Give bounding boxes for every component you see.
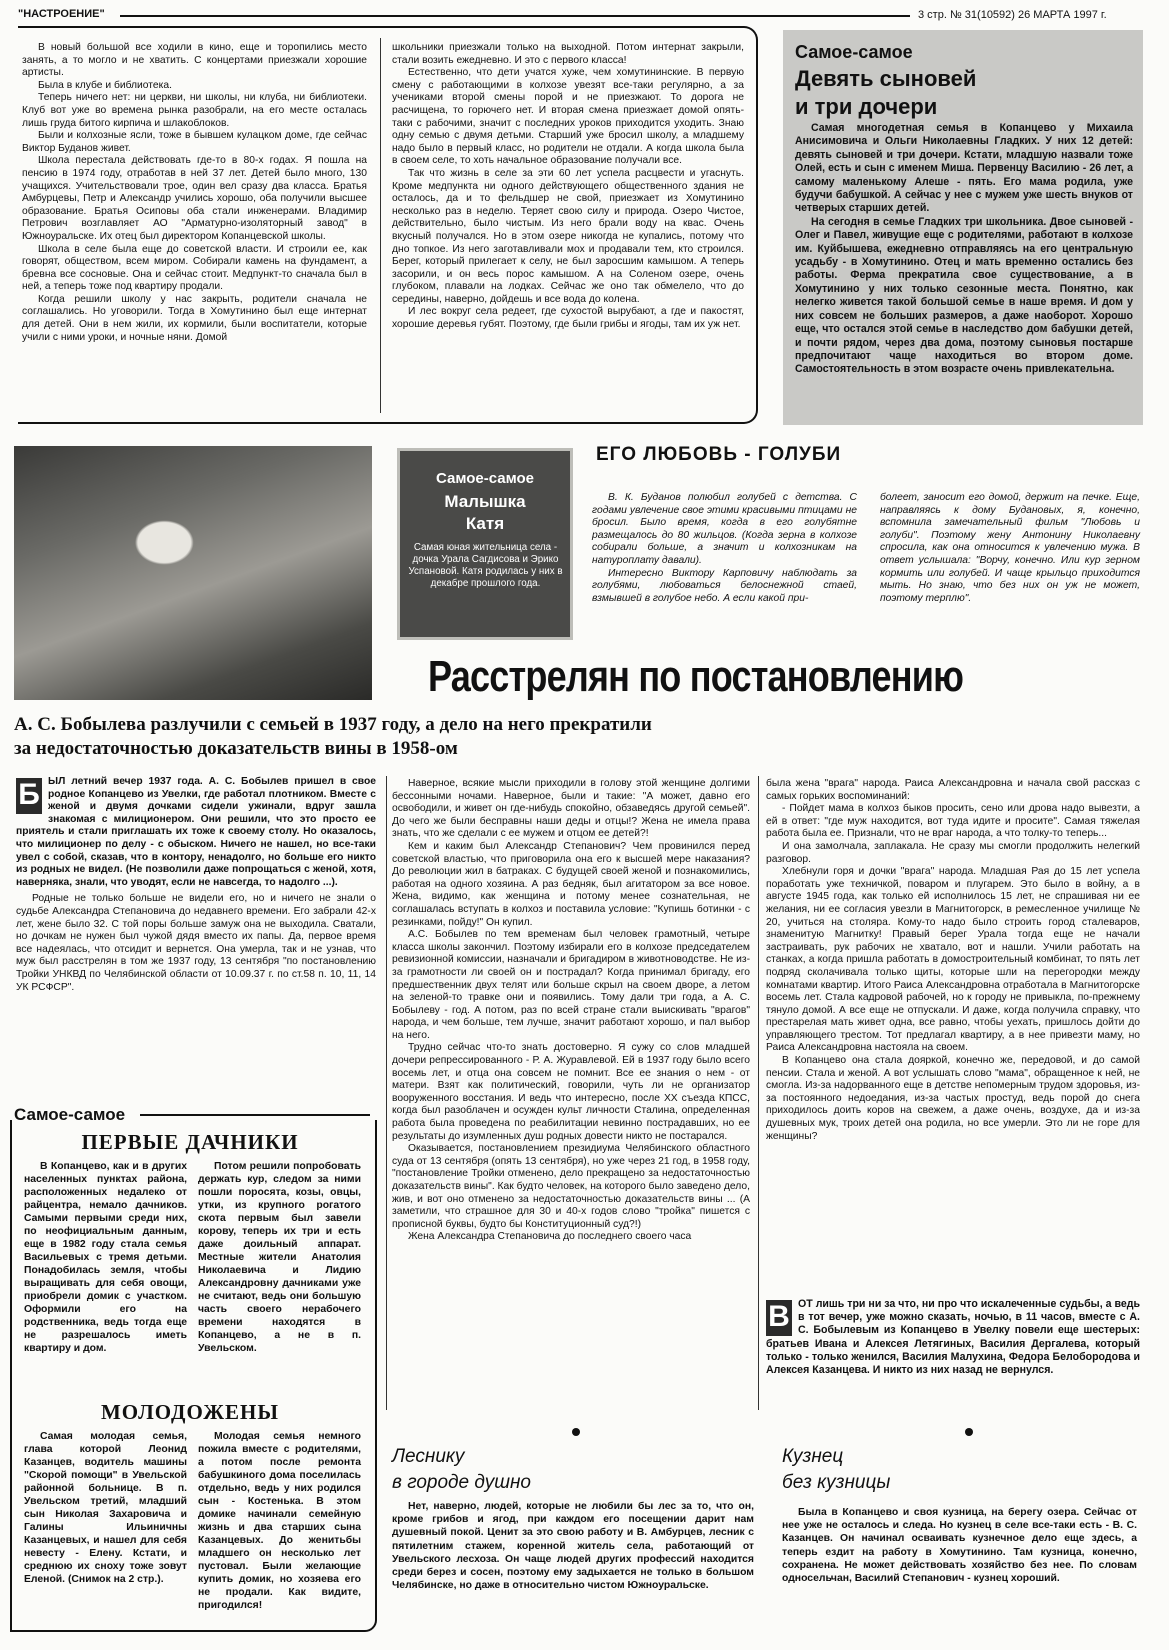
dropcap-b: Б bbox=[16, 778, 42, 814]
column-divider bbox=[758, 776, 759, 1410]
top-article-col2: школьники приезжали только на выходной. Потом интернат закрыли, стали возить ежедневно. И это с первого класса! Естественно, что дети учатся хуже, чем хомутининские. В первую смену с работающими в колхозе увезят все-таки регулярно, а за учениками второй смены порой и не приезжают. То дорога не расчищена, то горючего нет. И вторая смена приезжает домой опять-таки с рабочими, значит с последних уроков приходится уходить. Знаю одну семью с двумя детьми. Старший уже бросил школу, а младшему надо было в первый класс, но родители не отдали. А когда школа была в своем селе, то хоть начальное образование получали все. Так что жизнь в селе за эти 60 лет успела расцвести и угаснуть. Кроме медпункта ни одного действующего общественного здания не осталось, да и то фельдшер не свой, приезжает из Хомутинино несколько раз в неделю. Теряет свою силу и природа. Озеро Чистое, действительно, было чистым. Из него брали воду на квас. Очень вкусный получался. Но в этом озере никогда не купались, потому что дно топкое. Из него заготавливали мох и продавали тем, кто строился. Берег, который прилегает к селу, не был заросшим камышом. А теперь засорили, и он весь порос камышом. А на Соленом озере, очень глубоком, плавали на лодках. Сейчас же оно так обмелело, что до середины, наверно, дойдешь и все вода до колена. И лес вокруг села редеет, где сухостой вырубают, а где и пакостят, хорошие деревья губят. Поэтому, где были грибы и ягоды, там их уж нет. bbox=[392, 42, 744, 331]
separator-dot bbox=[572, 1428, 580, 1436]
section-name: "НАСТРОЕНИЕ" bbox=[18, 8, 105, 20]
sidebar-text: Самая многодетная семья в Копанцево у Михаила Анисимовича и Ольги Николаевны Гладких. У них 12 детей: девять сыновей и три дочери. Кстати, младшую назвали тоже Олей, есть и сын с именем Миша. Первенцу Василию - 26 лет, а самому маленькому Алеше - пять. Его мама родила, уже будучи бабушкой. А сейчас у нее с мужем уже шесть внуков от четверых старших детей. На сегодня в семье Гладких три школьника. Двое сыновей - Олег и Павел, живущие еще с родителями, работают в колхозе им. Куйбышева, ежедневно отправляясь на его центральную усадьбу - в Хомутинино. Отец и мать временно остались без работы. Ферма прекратила свое существование, а в Хомутинино у них только сезонные места. Понятно, как нелегко живется такой большой семье в наше время. И дом у них совсем не больших размеров, а даже наоборот. Хорошо еще, что остался этой семье в наследство дом бабушки детей, и почти рядом, через два дома, поэтому сыновья постарше предпочитают чаще находиться во втором доме. Самостоятельность в этом возрасте очень привлекательна. bbox=[795, 122, 1133, 376]
dachniki-title: ПЕРВЫЕ ДАЧНИКИ bbox=[81, 1130, 299, 1154]
main-col3: была жена "врага" народа. Раиса Александровна и начала свой рассказ с самых горьких воспоминаний: - Пойдет мама в колхоз быков просить, сено или дрова надо вывезти, а ей в ответ: "где муж находится, вот туда идите и просите". Самая тяжелая работа была ее. Признали, что не враг народа, а что толку-то теперь... И она замолчала, заплакала. Не сразу мы смогли продолжить нелегкий разговор. Хлебнули горя и дочки "врага" народа. Младшая Рая до 15 лет успела поработать уже техничкой, поваром и плугарем. Это было в войну, а в августе 1945 года, как только ей исполнилось 15 лет, не спрашивая ни ее желания, ни ее согласия увезли в Магнитогорск, в ремесленное училище № 20, учиться на столяра. Кому-то надо было строить город сталеваров, знаменитую Магнитку! Правый берег Урала тогда еще не начали застраивать, рук рабочих не хватало, вот и нашли. Учили работать на станках, а когда пришла работать в домостроительный комбинат, то пять лет подряд сколачивала только щиты, которые шли на перегородки между комнатами квартир. Итого Раиса Александровна отработала в Магнитогорске восемь лет. Стала кадровой рабочей, но к городу не привыкла, по-прежнему тянуло домой. А все еще не отпускали. И даже, когда получила справку, что престарелая мать живет одна, все равно, чтобы уехать, пришлось дойти до управляющего трестом. Тот предлагал квартиру, а в нее привезти маму, но Раиса Александровна настояла на своем. В Копанцево она стала дояркой, конечно же, передовой, и до самой пенсии. Стала и женой. А вот услышать слово "мама", обращенное к ней, не смогла. Из-за надорванного еще в детстве непомерным трудом здоровья, из-за постоянного недоедания, из-за частых простуд, ведь порой до снега приходилось доить коров на свежем, а даже очень, воздухе, да и из-за душевных мук, троих детей она родила, но все умерли. Это ли не горе для женщины? bbox=[766, 778, 1140, 1142]
main-col1: Б ЫЛ летний вечер 1937 года. А. С. Бобылев пришел в свое родное Копанцево из Увелки, где работал плотником. Вместе с женой и двумя дочками сидели ужинали, вдруг зашла знакомая с милиционером. Они решили, что это просто ее приятель и стали приглашать их тоже к своему столу. Но оказалось, что милиционер по делу - с обыском. Ничего не нашел, но все-таки увел с собой, сказав, что в контору, ненадолго, но больше его никто из родных не видел. (Не позволили даже попрощаться с женой, хотя, наверняка, знали, что уводят, если не навсегда, то надолго ...). Родные не только больше не видели его, но и ничего не знали о судьбе Александра Степановича до недавнего времени. Его забрали 42-х лет, жене было 32. С той поры больше замуж она не выходила. Сватали, но дочкам не нужен был чужой дядя вместо их папы. Да, первое время все надеялась, что отсидит и вернется. Она умерла, так и не узнав, что муж был расстрелян в том же 1937 году, 13 сентября "по постановлению Тройки УНКВД по Челябинской области от 10.09.37 г. по ст.58 п. 10, 11, 14 УК РСФСР". bbox=[16, 776, 376, 993]
lesnik-title2: в городе душно bbox=[392, 1472, 531, 1493]
separator-dot bbox=[965, 1428, 973, 1436]
molodozheny-title: МОЛОДОЖЕНЫ bbox=[100, 1400, 280, 1424]
katya-title2: Катя bbox=[465, 514, 505, 533]
dachniki-kicker: Самое-самое bbox=[14, 1105, 126, 1124]
dachniki-col2: Потом решили попробовать держать кур, следом за ними пошли поросята, козы, овцы, утки, из крупного рогатого скота первым был завели корову, теперь их три и есть даже доильный аппарат. Местные жители Анатолия Николаевича и Лидию Александровну дачниками уже не считают, ведь они большую часть своего нерабочего времени находятся в Копанцево, а не в п. Увельском. bbox=[198, 1161, 361, 1354]
main-col2: Наверное, всякие мысли приходили в голову этой женщине долгими бессонными ночами. Наверное, были и такие: "А может, давно его освободили, и живет он где-нибудь спокойно, обзаведясь другой семьей". До чего же были бесправны наши деды и отцы!? Жена не имела права знать, что же сделали с ее мужем и отцом ее детей?! Кем и каким был Александр Степанович? Чем провинился перед советской властью, что приговорила она его к высшей мере наказания? До революции жил в батраках. С будущей своей женой и познакомились, работая на одного хозяина. А раз бедняк, был агитатором за все новое. Жена, видимо, как женщина и потому менее сознательная, не соглашалась вступать в колхоз и поставила условие: "Купишь ботинки - с резинками, пойду!" Он купил. А.С. Бобылев по тем временам был человек грамотный, четыре класса школы закончил. Поэтому избирали его в колхозе председателем ревизионной комиссии, назначали и бригадиром в животноводстве. Не из-за грамотности ли своей он и пострадал? Когда принимал бригаду, его предшественник двух телят или больше скрыл на своем дворе, а летом на зеленой-то травке они и появились. Тому дали три года, а А. С. Бобылеву - год. А потом, раз по всей стране стали выискивать "врагов" народа, и чем больше, тем лучше, значит работают хорошо, и пал выбор на него. Трудно сейчас что-то знать достоверно. Я сужу со слов младшей дочери репрессированного - Р. А. Журавлевой. Ей в 1937 году было всего восемь лет, и отца она совсем не помнит. Все ее знания о нем - от матери. Взят как политический, говорили, чуть ли не организатор вооруженного восстания. И ведь что интересно, после XX съезда КПСС, когда был разоблачен и осужден культ личности Сталина, определенная работа была проведена по реабилитации невинно пострадавших, но ее результаты до изумленных душ родных довести никто не постарался. Оказывается, постановлением президиума Челябинского областного суда от 13 сентября (опять 13 сентября), но уже через 21 год, в 1958 году, "постановление Тройки отменено, дело прекращено за недостаточностью доказательств вины". Как будто человек, на которого было заведено дело, жив, и вот оно отменено за недостаточностью доказательств вины ... (А заметили, что страшное для 30 и 40-х годов слово "тройка" пишется с прописной буквы, будто бы Конституционный суд?!) Жена Александра Степановича до последнего своего часа bbox=[392, 778, 751, 1243]
dachniki-col1: В Копанцево, как и в других населенных пунктах района, расположенных недалеко от райцентра, немало дачников. Самыми первыми среди них, по неофициальным данным, еще в 1982 году стала семья Васильевых с тремя детьми. Понадобилась земля, чтобы выращивать для себя овощи, приобрели домик с участком. Оформили его на родственника, ведь тогда еще не разрешалось иметь квартиру и дом. bbox=[24, 1161, 187, 1354]
dropcap-v: В bbox=[766, 1300, 792, 1336]
katya-text: Самая юная жительница села - дочка Урала Сагдисова и Эрико Успановой. Катя родилась у них в декабре прошлого года. bbox=[408, 542, 563, 589]
main-subhead-line2: за недостаточностью доказательств вины в 1958-ом bbox=[14, 738, 458, 759]
main-subhead-line1: А. С. Бобылева разлучили с семьей в 1937 году, а дело на него прекратили bbox=[14, 714, 652, 735]
column-divider bbox=[380, 38, 381, 413]
photo-woman-with-sled bbox=[14, 446, 372, 700]
dachniki-top-rule bbox=[140, 1114, 370, 1116]
molodozheny-col1: Самая молодая семья, глава которой Леонид Казанцев, водитель машины "Скорой помощи" в Увельской районной больнице. В п. Увельском третий, младший сын Николая Захаровича и Галины Ильиничны Казанцевых, и нашел для себя невесту - Елену. Кстати, и среднюю их сноху тоже зовут Еленой. (Снимок на 2 стр.). bbox=[24, 1431, 187, 1585]
pigeons-title: ЕГО ЛЮБОВЬ - ГОЛУБИ bbox=[596, 444, 842, 465]
kuznets-title1: Кузнец bbox=[782, 1446, 844, 1467]
pigeons-col1: В. К. Буданов полюбил голубей с детства. С годами увлечение свое этими красивыми птицами не бросил. Было время, когда в его голубятне размещалось до 80 жильцов. (Когда зерна в колхозе собирали больше, а значит и колхозникам на натуроплату давали). Интересно Виктору Карповичу наблюдать за голубями, любоваться белоснежной стаей, взмывшей в голубое небо. А если какой при- bbox=[592, 492, 857, 604]
lesnik-title1: Леснику bbox=[392, 1446, 465, 1467]
sidebar-title-line2: и три дочери bbox=[795, 94, 938, 119]
sidebar-title-line1: Девять сыновей bbox=[795, 66, 977, 91]
pigeons-col2: болеет, заносит его домой, держит на печке. Еще, направляясь к дому Будановых, я, конечно, вспомнила замечательный фильм "Любовь и голуби". Поэтому жену Антонину Николаевну спросила, как она относится к увлечению мужа. В ответ услышала: "Ворчу, конечно. Или кур зерном кормить или голубей. И чаще крыльцо приходится мыть. Но знаю, что без них он уж не может, поэтому терплю". bbox=[880, 492, 1140, 604]
top-article-col1: В новый большой все ходили в кино, еще и торопились место занять, а то могло и не хватить. С концертами приезжали хорошие артисты. Была в клубе и библиотека. Теперь ничего нет: ни церкви, ни школы, ни клуба, ни библиотеки. Клуб вот уже во времена рынка разобрали, на его месте осталась лишь груда битого кирпича и шлакоблоков. Были и колхозные ясли, тоже в бывшем кулацком доме, где сейчас Виктор Буданов живет. Школа перестала действовать где-то в 80-х годах. Я пошла на пенсию в 1974 году, отработав в ней 37 лет. Детей было много, 130 учащихся. Учительствовали трое, один вел сразу два класса. Братья Амбурцевы, Петр и Александр учились хорошо, оба получили высшее образование. Братья Осиповы оба стали инженерами. Владимир Петрович возглавляет АО "Арматурно-изоляторный завод" в Южноуральске. Их отец был директором Копанцевской школы. Школа в селе была еще до советской власти. И строили ее, как говорят, обществом, всем миром. Собирали камень на фундамент, а бревна все сосновые. Она и сейчас стоит. Медпункт-то сначала был в ней, а теперь тоже под квартиру продали. Когда решили школу у нас закрыть, родители сначала не соглашались. Но уговорили. Тогда в Хомутинино был еще интернат для детей. Они в нем жили, их кормили, были воспитатели, которые учили с ними уроки, и ночные няни. Домой bbox=[22, 42, 367, 343]
issue-info: 3 стр. № 31(10592) 26 МАРТА 1997 г. bbox=[918, 9, 1107, 21]
katya-title1: Малышка bbox=[444, 492, 526, 511]
kuznets-title2: без кузницы bbox=[782, 1472, 891, 1493]
column-divider bbox=[386, 776, 387, 1410]
main-headline: Расстрелян по постановлению bbox=[428, 652, 964, 701]
sidebar-kicker: Самое-самое bbox=[795, 42, 913, 62]
lesnik-text: Нет, наверно, людей, которые не любили бы лес за то, что он, кроме грибов и ягод, при каждом его посещении дарит нам душевный покой. Ценит за это свою работу и В. Амбурцев, лесник с пятилетним стажем, коренной житель села, работающий от Увельского лесхоза. Он чаще людей других профессий находится среди берез и сосен, поэтому ему задыхается не только в большом Челябинске, но даже в относительно чистом Южноуральске. bbox=[392, 1501, 754, 1592]
masthead-rule bbox=[120, 15, 910, 17]
kuznets-text: Была в Копанцево и своя кузница, на берегу озера. Сейчас от нее уже не осталось и следа. Но кузнец в селе все-таки есть - В. С. Казанцев. Он начинал осваивать кузнечное дело еще здесь, а теперь ездит на работу в Хомутинино. Там кузница, конечно, сохранена. Не может действовать хозяйство без нее. По словам односельчан, Василий Степанович - кузнец хороший. bbox=[782, 1507, 1137, 1585]
main-closing: В ОТ лишь три ни за что, ни про что искалеченные судьбы, а ведь в тот вечер, уже можно сказать, ночью, в 11 часов, вместе с А. С. Бобылевым из Копанцево в Увелку повели еще шестерых: братьев Ивана и Алексея Летягиных, Василия Дергалева, который только - только женился, Василия Малухина, Федора Белобородова и Алексея Казанцева. И никто из них назад не вернулся. bbox=[766, 1298, 1140, 1377]
molodozheny-col2: Молодая семья немного пожила вместе с родителями, а потом после ремонта бабушкиного дома поселилась отдельно, ведь у них родился сын - Костенька. В этом домике начинали семейную жизнь и два старших сына Казанцевых. До женитьбы младшего он несколько лет пустовал. Были желающие купить домик, но хозяева его не продали. Как видите, пригодился! bbox=[198, 1431, 361, 1611]
katya-kicker: Самое-самое bbox=[435, 470, 535, 487]
